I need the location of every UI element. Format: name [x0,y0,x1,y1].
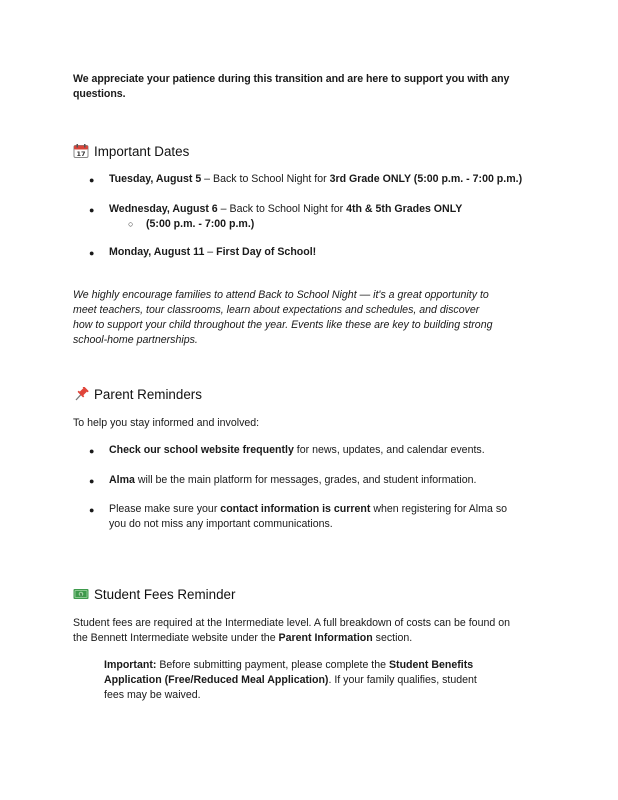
intro-line-2: questions. [73,88,126,100]
bullet-dot: ● [89,446,95,456]
bullet-dot: ● [89,476,95,486]
bullet-dot: ● [89,505,95,515]
reminder-item-2: Alma will be the main platform for messages, grades, and student information. [109,474,477,486]
calendar-icon [73,144,89,158]
date-item-1: Tuesday, August 5 – Back to School Night for 3rd Grade ONLY (5:00 p.m. - 7:00 p.m.) [109,173,523,185]
back-to-school-note: We highly encourage families to attend Back to School Night — it's a great opportunity to meet teachers, tour classrooms, learn about expectations and schedules, and discover how to support your child throughout the year. Events like these are key to building strong school-home partnerships. [73,289,493,346]
bullet-dot: ● [89,175,95,185]
important-label: Important: [104,659,157,671]
important-dates-heading [73,143,189,161]
parent-reminders-title: Parent Reminders [94,387,202,402]
intro-paragraph [73,72,553,102]
student-fees-title: Student Fees Reminder [94,587,236,602]
bullet-dot: ● [89,248,95,258]
money-icon [73,587,89,601]
svg-text:17: 17 [76,150,86,158]
date-item-3: Monday, August 11 – First Day of School! [109,246,317,258]
intro-line-1: We appreciate your patience during this transition and are here to support you with any [73,73,510,85]
reminders-lead: To help you stay informed and involved: [73,417,260,429]
bullet-dot: ● [89,205,95,215]
reminder-item-3: Please make sure your contact information is current when registering for Alma so you do not miss any important communications. [109,503,508,530]
svg-text:$: $ [79,592,83,598]
fees-paragraph: Student fees are required at the Intermediate level. A full breakdown of costs can be found on the Bennett Intermediate website under the Parent Information section. [73,617,510,644]
important-dates-title: Important Dates [94,144,190,159]
pushpin-icon [73,387,89,401]
student-fees-heading [73,586,235,604]
date-item-2: Wednesday, August 6 – Back to School Night for 4th & 5th Grades ONLY [109,203,463,215]
reminder-item-1: Check our school website frequently for news, updates, and calendar events. [109,444,485,456]
sub-bullet-circle: ○ [128,219,134,229]
parent-reminders-heading [73,386,202,404]
important-note: Important: Before submitting payment, please complete the Student Benefits Application (Free/Reduced Meal Application). If your family qualifies, student fees may be waived. [104,659,477,701]
date-item-2-time: (5:00 p.m. - 7:00 p.m.) [146,218,255,230]
